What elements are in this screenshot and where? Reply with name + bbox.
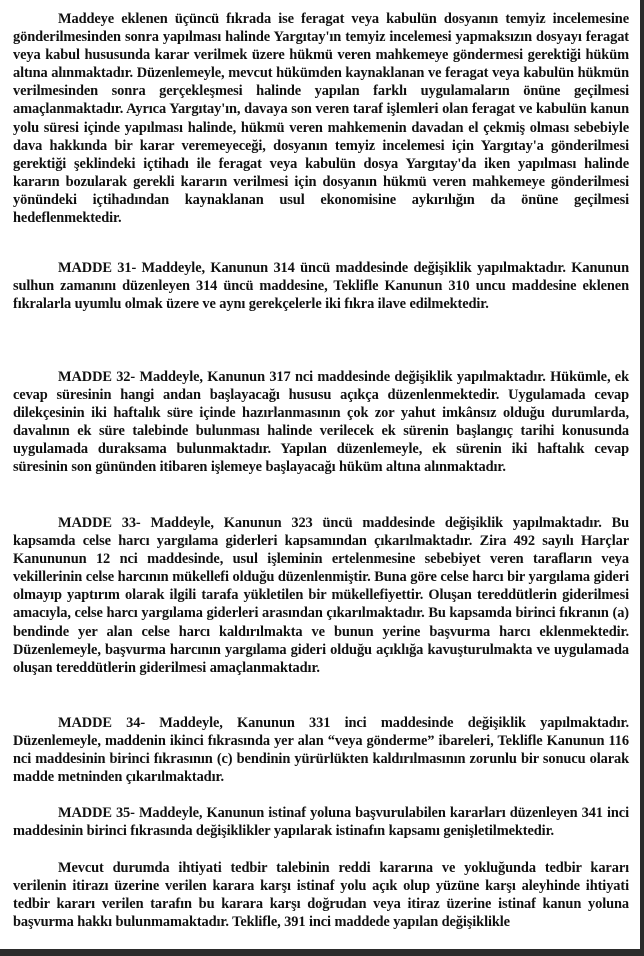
paragraph-madde-31	[13, 259, 629, 313]
paragraph-madde-32	[13, 368, 629, 477]
paragraph-text: Maddeyle, Kanunun 323 üncü maddesinde değişiklik yapılmaktadır. Bu kapsamda celse harcı yargılama giderleri kapsamından çıkarılmaktadır. Zira 492 sayılı Harçlar Kanununun 12 nci maddesinde, usul işleminin ertelenmesine sebebiyet veren tarafların veya vekillerinin celse harcının mükellefi olduğu düzenlenmiştir. Buna göre celse harcı bir yargılama gideri olmayıp yaptırım olarak ilgili tarafa yükletilen bir mükellefiyettir. Oluşan tereddütlerin giderilmesi amacıyla, celse harcı yargılama giderleri arasından çıkarılmaktadır. Bu kapsamda birinci fıkranın (a) bendinde yer alan celse harcı kaldırılmakta ve bunun yerine başvurma harcı eklenmektedir. Düzenlemeyle, başvurma harcının yargılama gideri olduğu açıklığa kavuşturulmakta ve uygulamada oluşan tereddütlerin giderilmesi amaçlanmaktadır.	[13, 515, 629, 676]
article-heading: MADDE 35-	[58, 805, 135, 821]
article-heading: MADDE 34-	[58, 715, 146, 731]
article-heading: MADDE 32-	[58, 369, 136, 385]
paragraph-text: Maddeyle, Kanunun 317 nci maddesinde değişiklik yapılmaktadır. Hükümle, ek cevap süresinin hangi andan başlayacağı hususu açıkça düzenlenmektedir. Uygulamada cevap dilekçesinin iki haftalık süre içinde hazırlanmasının çok zor yahut imkânsız olduğu durumlarda, davalının ek süre talebinde bulunması halinde verilecek ek sürenin başlangıç tarihi konusunda uygulamada duraksama bulunmaktadır. Yapılan düzenlemeyle, ek sürenin iki haftalık cevap süresinin son gününden itibaren işlemeye başlayacağı hüküm altına alınmaktadır.	[13, 369, 629, 476]
bottom-scrollbar-strip	[0, 949, 644, 956]
article-heading: MADDE 31-	[58, 260, 137, 276]
paragraph-text: Maddeyle, Kanunun istinaf yoluna başvurulabilen kararları düzenleyen 341 inci maddesinin birinci fıkrasında değişiklikler yapılarak istinafın kapsamı genişletilmektedir.	[13, 805, 629, 840]
paragraph-text: Maddeyle, Kanunun 331 inci maddesinde değişiklik yapılmaktadır. Düzenlemeyle, maddenin ikinci fıkrasında yer alan “veya gönderme” ibareleri, Teklifle Kanunun 116 nci maddesinin birinci fıkrasının (c) bendinin yürürlükten kaldırılmasının zorunlu bir sonucu olarak madde metninden çıkarılmaktadır.	[13, 715, 629, 786]
paragraph-madde-35	[13, 804, 629, 840]
article-heading: MADDE 33-	[58, 515, 141, 531]
paragraph-ihtiyati-tedbir	[13, 859, 629, 931]
paragraph-madde-34	[13, 714, 629, 786]
paragraph-text: Maddeye eklenen üçüncü fıkrada ise feragat veya kabulün dosyanın temyiz incelemesine gönderilmesinden sonra yapılması halinde Yargıtay'ın temyiz incelemesi yapmaksızın dosyayı feragat veya kabul hususunda karar verilmek üzere hükmü veren mahkemeye göndermesi gerektiği hüküm altına alınmaktadır. Düzenlemeyle, mevcut hükümden kaynaklanan ve feragat veya kabulün hükmün verilmesinden sonra gerçekleşmesi halinde yapılan farklı uygulamaların önüne geçilmesi amaçlanmaktadır. Ayrıca Yargıtay'ın, davaya son veren taraf işlemleri olan feragat ve kabulün kanun yolu süresi içinde yapılması halinde, hükmü veren mahkemenin davadan el çekmiş olması sebebiyle dava hakkında bir karar veremeyeceği, dosyanın temyiz incelemesi için Yargıtay'a gönderilmesi gerektiği şeklindeki içtihadı ile feragat veya kabulün dosya Yargıtay'da iken yapılması halinde kararın bozularak gerekli kararın verilmesi için dosyanın hükmü veren mahkemeye gönderilmesi yönündeki içtihadından kaynaklanan usul ekonomisine aykırılığın da önüne geçilmesi hedeflenmektedir.	[13, 11, 629, 227]
paragraph-feragat-kabul	[13, 10, 629, 227]
scan-edge-shadow	[640, 0, 644, 956]
paragraph-madde-33	[13, 514, 629, 677]
paragraph-text: Mevcut durumda ihtiyati tedbir talebinin reddi kararına ve yokluğunda tedbir kararı verilenin itirazı üzerine verilen karara karşı istinaf yolu açık olup yüzüne karşı aleyhinde ihtiyati tedbir kararı verilen tarafın bu karara karşı doğrudan veya itiraz üzerine istinaf kanun yoluna başvurma hakkı bulunmamaktadır. Teklifle, 391 inci maddede yapılan değişiklikle	[13, 860, 629, 931]
paragraph-text: Maddeyle, Kanunun 314 üncü maddesinde değişiklik yapılmaktadır. Kanunun sulhun zamanını düzenleyen 314 üncü maddesine, Teklifle Kanunun 310 uncu maddesine eklenen fıkralarla uyumlu olmak üzere ve aynı gerekçelerle iki fıkra ilave edilmektedir.	[13, 260, 629, 313]
